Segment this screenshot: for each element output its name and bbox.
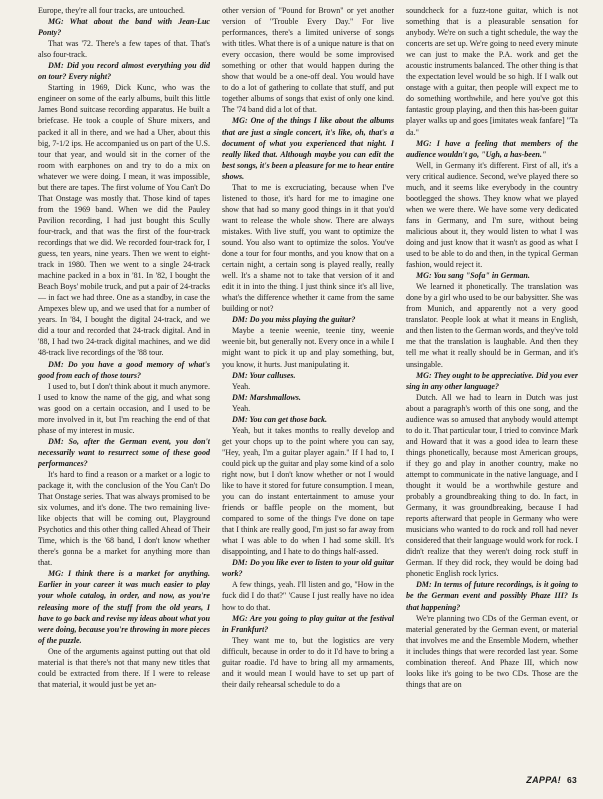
column-1 <box>38 5 210 765</box>
interview-answer: That to me is excruciating, because when I've listened to those, it's hard for me to imagine one show that had so many good things in it that you'd want to release the whole show. There are always mistakes. With live stuff, you want to optimize the sound. You also want to optimize the solos. You've done a tour for four months, and you know that on a certain night, a certain song is played really, really well. It's a shame not to take that version of it and edit it in into the thing. I just think since it's all live, what's the difference whether it came from the same building or not? <box>222 182 394 314</box>
interview-answer: We're planning two CDs of the German event, or material generated by the German event, or material that involves me and the Ensemble Modern, whether it includes things that were recorded last year. Some combination thereof. And Phaze III, which now looks like it's going to be two CDs. Those are the things that are on <box>406 613 578 689</box>
column-2 <box>222 5 394 765</box>
interview-answer: Maybe a teenie weenie, teenie tiny, weenie weenie bit, but generally not. Every once in a while I might want to pick it up and play something, but, you know, it hurts. Just manipulating it. <box>222 326 394 369</box>
interview-question: MG: What about the band with Jean-Luc Ponty? <box>38 17 210 38</box>
interview-answer: Dutch. All we had to learn in Dutch was just about a paragraph's worth of this one song, and the audience was so amused that anybody would attempt to do it. That particular tour, I tried to convince Mark and Howard that it was a good idea to learn these things phonetically, because most American groups, if they go and play in another country, make no attempt to communicate in the native language, and I thought it would be a worthwhile gesture and probably a groundbreaking thing to do. In fact, in Germany, it was groundbreaking, because I had reports afterward that people in Germany who were musicians who wanted to do rock and roll had never considered that their language would work for rock. I didn't realize that they weren't doing rock stuff in German. If they did rock, they would be doing bad phonetic English rock lyrics. <box>406 392 578 579</box>
interview-answer: Starting in 1969, Dick Kunc, who was the engineer on some of the early albums, built this little James Bond suitcase recording apparatus. He built a briefcase. He took a couple of Shure mixers, and packed it all in there, and we had a Uher, about this big, 7-1/2 ips. He accompanied us on part of the U.S. tour that year, and would sit in the corner of the room with earphones on and try to do a mix on whatever we were doing. I mean, it was impossible, but there are tapes. The first volume of You Can't Do That Onstage was mostly that. Those kind of tapes from the 1969 band. When we did the Pauley Pavilion recording, I had just bought this Scully four-track, and that was the first of the four-track recordings that we did. We recorded four-track for, I guess, ten years, nine years. Then we went to eight-track in 1980. Then we went to a single 24-track machine packed in a box in '81. In '82, I bought the Beach Boys' mobile truck, and put a pair of 24-tracks — in fact we had three. One as a standby, in case the Ampexes blew up, and we used that for a number of years. In '84, I bought the digital 24-track, and we did a tour and recorded that 24-track digital. And in '88, I had two 24-track digital machines, and we did 48-track live recordings of the '88 tour. <box>38 83 210 358</box>
interview-answer: other version of "Pound for Brown" or yet another version of "Trouble Every Day." For live performances, there's a limited universe of songs with titles. What there is of a unique nature is that on every occasion, there would be some improvised something or other that would happen during the show that would be a one-off deal. You would have to do a lot of gathering to collate that stuff, and put together albums of songs that exist of only one kind. The '74 band did a lot of that. <box>222 6 394 115</box>
interview-answer: Europe, they're all four tracks, are untouched. <box>38 6 185 15</box>
interview-question: DM: So, after the German event, you don't necessarily want to resurrect some of these good performances? <box>38 436 210 468</box>
interview-answer: It's hard to find a reason or a market or a logic to package it, with the conclusion of the You Can't Do That Onstage series. That was always promised to be six volumes, and it's done. The two remaining live-like objects that will be coming out, Playground Psychotics and this other thing called Ahead of Their Time, which is the '68 band, I don't know whether there's gonna be a market for anything more than that. <box>38 469 210 568</box>
interview-question: MG: One of the things I like about the albums that are just a single concert, it's like, oh, that's a document of what you experienced that night. I really liked that. Although maybe you can edit the best songs, it's been a pleasure for me to hear entire shows. <box>222 116 394 181</box>
interview-answer: soundcheck for a fuzz-tone guitar, which is not something that is a pleasurable sensation for anybody. We're on such a tight schedule, the way the concerts are set up. We're going to need every minute we can just to make the P.A. work and get the acoustic instruments balanced. The other thing is that the expectation level would be so high. If I walk out onstage with a guitar, then people will expect me to do something worthwhile, and here you've got this fantastic group playing, and then this has-been guitar player walks up and goes [imitates weak fanfare] "Ta da." <box>406 6 578 137</box>
magazine-name: ZAPPA! <box>526 775 561 785</box>
interview-question: MG: They ought to be appreciative. Did you ever sing in any other language? <box>406 370 578 391</box>
interview-answer: We learned it phonetically. The translation was done by a girl who used to be our babysitter. She was from Munich, and apparently not a very good translator. People look at what it means in English, and then listen to the German words, and they've told me that the translation is laughable. And then they tell me what it really should be in German, and it's unsingable. <box>406 282 578 369</box>
interview-question: DM: Do you like ever to listen to your old guitar work? <box>222 558 394 579</box>
interview-question: DM: In terms of future recordings, is it going to be the German event and possibly Phaze III? Is that happening? <box>406 580 578 612</box>
interview-question: MG: You sang "Sofa" in German. <box>416 271 530 281</box>
interview-answer: Yeah, but it takes months to really develop and get your chops up to the point where you can say, "Hey, yeah, I'm a guitar player again." If I had to, I could pick up the guitar and play some kind of a solo right now, but I don't know whether or not I would like to have it stored for future consumption. I mean, you can do instant entertainment to amuse your friends or baffle people on the moment, but compared to some of the things I've done on tape that I think are really good, I'm just so far away from what I was able to do when I had some skill. It's disappointing, and I hate to do things half-assed. <box>222 425 394 557</box>
interview-answer: They want me to, but the logistics are very difficult, because in order to do it I'd have to bring a guitar roadie. I'd have to bring all my armaments, and it would mean I would have to set up part of their daily rehearsal schedule to do a <box>222 635 394 689</box>
interview-question: DM: Marshmallows. <box>232 392 301 402</box>
page-footer <box>526 775 577 785</box>
interview-answer: One of the arguments against putting out that old material is that there's not that many new titles that could be extracted from there. If I were to release that material, it would just be yet an- <box>38 646 210 689</box>
interview-answer: I used to, but I don't think about it much anymore. I used to know the name of the gig, and what song was good on a certain occasion, and I used to be more involved in it, but I'm reaching the end of that phase of my interest in music. <box>38 381 210 435</box>
interview-question: DM: Do you have a good memory of what's good from each of those tours? <box>38 359 210 380</box>
article-body <box>38 5 578 765</box>
interview-question: DM: Do you miss playing the guitar? <box>232 315 356 325</box>
interview-question: MG: I have a feeling that members of the audience wouldn't go, "Ugh, a has-been." <box>406 138 578 159</box>
interview-question: DM: Your calluses. <box>232 370 296 380</box>
interview-question: MG: Are you going to play guitar at the festival in Frankfurt? <box>222 613 394 634</box>
interview-answer: Yeah. <box>232 403 251 413</box>
interview-question: DM: Did you record almost everything you did on tour? Every night? <box>38 61 210 82</box>
interview-answer: Yeah. <box>232 381 251 391</box>
page-number: 63 <box>566 775 577 785</box>
interview-question: DM: You can get those back. <box>232 414 328 424</box>
interview-question: MG: I think there is a market for anything. Earlier in your career it was much easier to play your whole catalog, in order, and now, as you're releasing more of the stuff from the old years, I have to go back and revise my ideas about what you were doing, because you're throwing in more pieces of the puzzle. <box>38 569 210 645</box>
interview-answer: That was '72. There's a few tapes of that. That's also four-track. <box>38 39 210 60</box>
interview-answer: A few things, yeah. I'll listen and go, "How in the fuck did I do that?" 'Cause I just really have no idea how to do that. <box>222 580 394 612</box>
column-3 <box>406 5 578 765</box>
interview-answer: Well, in Germany it's different. First of all, it's a very critical audience. Second, we've played there so much, and it seems like everybody in the country bootlegged the shows. They know what we played when we were there. We have some very dedicated fans in Germany, and I'm sure, without being malicious about it, they would listen to what I was doing and just know that it wasn't as good as what I used to be able to do and then, in the typical German fashion, would reject it. <box>406 160 578 270</box>
